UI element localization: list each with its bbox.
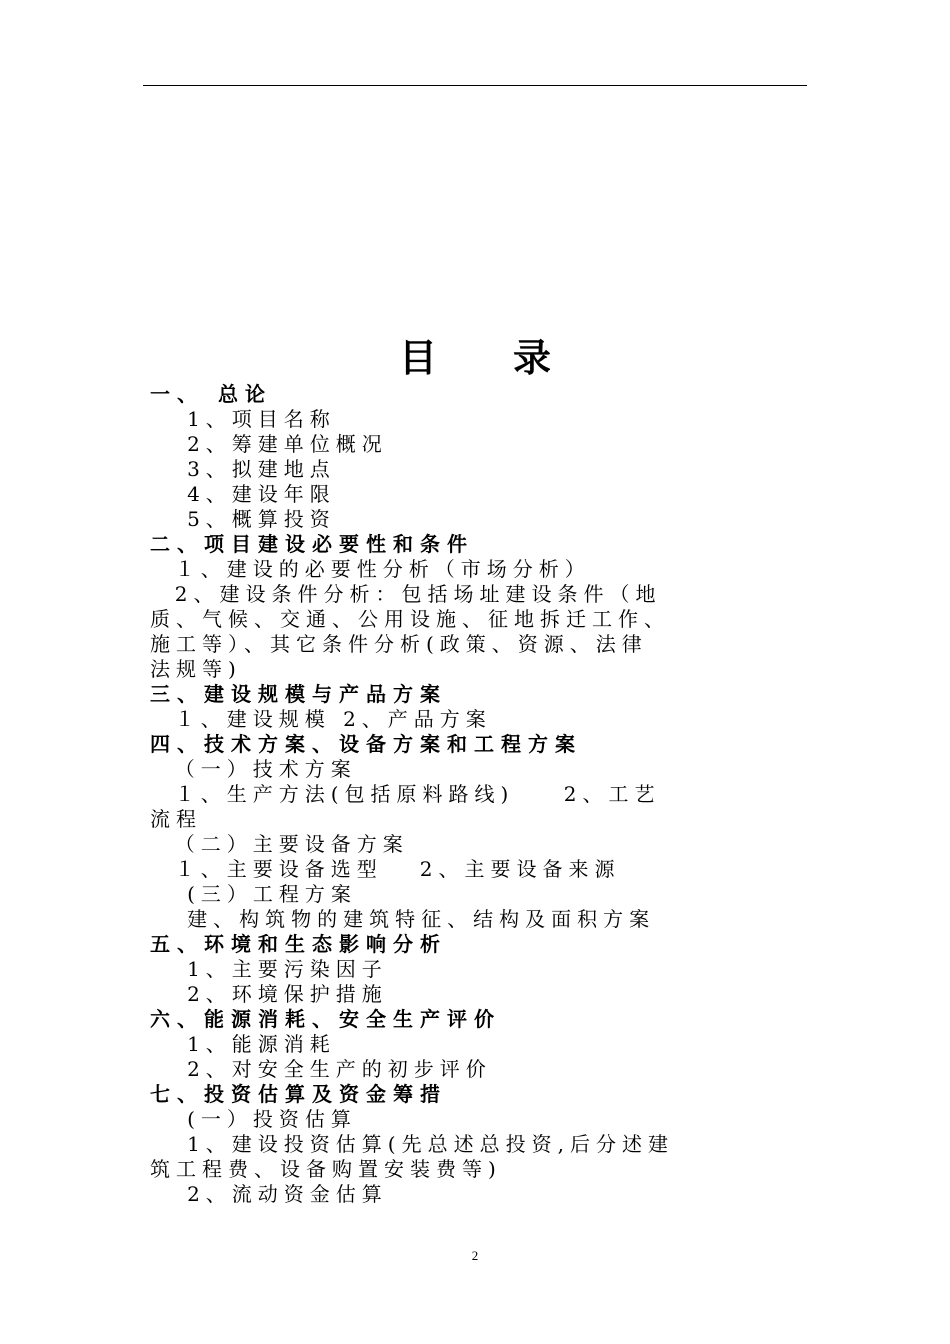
toc-heading: 二、项目建设必要性和条件: [150, 532, 474, 556]
toc-item: 5、概算投资: [150, 507, 336, 531]
toc-item: 2、环境保护措施: [150, 982, 388, 1006]
toc-heading: 四、技术方案、设备方案和工程方案: [150, 732, 582, 756]
toc-item: １、建设规模 2、产品方案: [150, 707, 492, 731]
toc-heading: 五、环境和生态影响分析: [150, 932, 447, 956]
toc-item: 2、建设条件分析：包括场址建设条件（地: [150, 582, 662, 606]
toc-item: 施工等）、其它条件分析(政策、资源、法律: [150, 632, 648, 656]
toc-heading: 七、投资估算及资金筹措: [150, 1082, 447, 1106]
toc-item: (一）投资估算: [150, 1107, 357, 1131]
toc-item: 1、能源消耗: [150, 1032, 336, 1056]
header-rule: [143, 85, 807, 86]
toc-item: 4、建设年限: [150, 482, 336, 506]
toc-item: １、建设的必要性分析（市场分析）: [150, 557, 591, 581]
toc-heading: 一、 总论: [150, 382, 272, 406]
page-title: 目 录: [398, 336, 551, 380]
toc-item: (三）工程方案: [150, 882, 357, 906]
page-number: 2: [471, 1248, 479, 1263]
toc-item: 法规等): [150, 657, 242, 681]
toc-item: （二）主要设备方案: [150, 832, 409, 856]
toc-item: 1、主要污染因子: [150, 957, 388, 981]
toc-item: 质、气候、交通、公用设施、征地拆迁工作、: [150, 607, 670, 631]
toc-item: 1、建设投资估算(先总述总投资,后分述建: [150, 1132, 674, 1156]
toc-item: 1、项目名称: [150, 407, 336, 431]
toc-item: 2、对安全生产的初步评价: [150, 1057, 492, 1081]
toc-item: 筑工程费、设备购置安装费等): [150, 1157, 502, 1181]
toc-heading: 三、建设规模与产品方案: [150, 682, 447, 706]
toc-item: 2、筹建单位概况: [150, 432, 388, 456]
toc-item: 3、拟建地点: [150, 457, 336, 481]
toc-item: 2、流动资金估算: [150, 1182, 388, 1206]
toc-item: １、主要设备选型 2、主要设备来源: [150, 857, 621, 881]
toc-item: 流程: [150, 807, 202, 831]
toc-item: １、生产方法(包括原料路线) 2、工艺: [150, 782, 661, 806]
toc-heading: 六、能源消耗、安全生产评价: [150, 1007, 501, 1031]
toc-item: 建、构筑物的建筑特征、结构及面积方案: [150, 907, 656, 931]
toc-item: （一）技术方案: [150, 757, 357, 781]
